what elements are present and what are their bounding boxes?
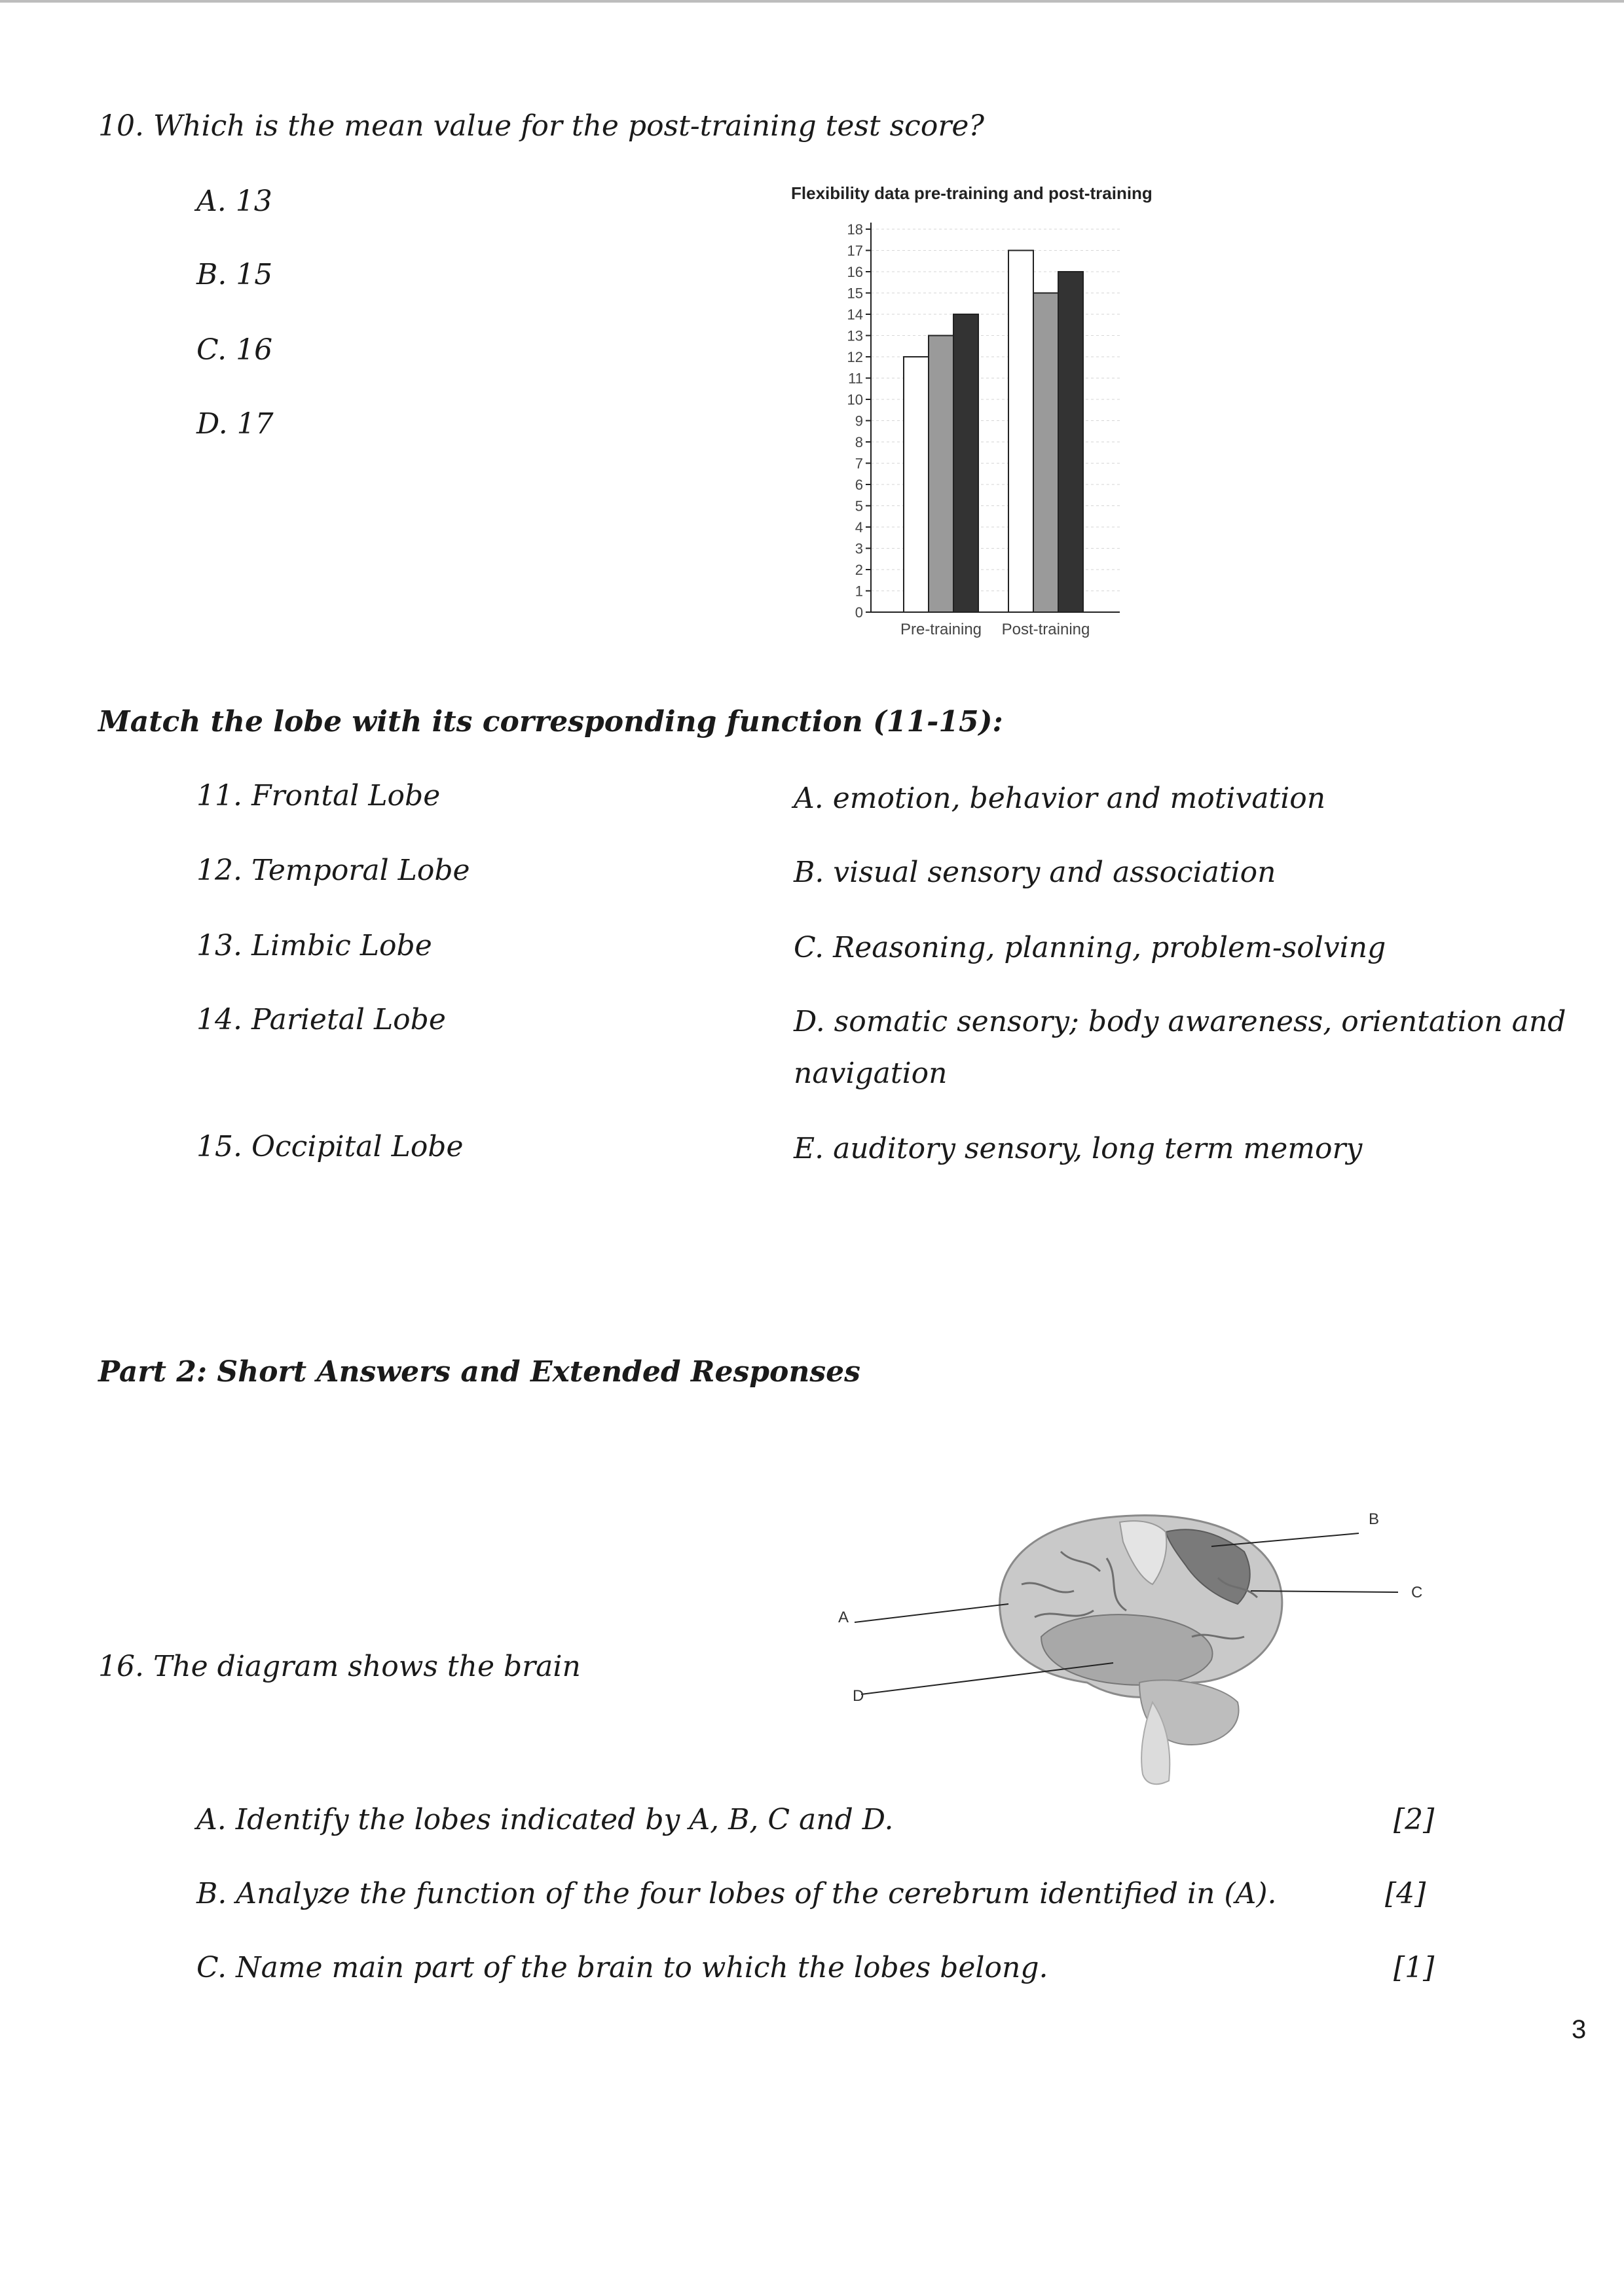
lobe-item-occipital: 15. Occipital Lobe — [196, 1130, 464, 1163]
chart-bar — [1058, 272, 1083, 612]
diagram-label-b: B — [1369, 1510, 1380, 1528]
chart-y-tick-label: 13 — [847, 327, 863, 344]
function-item-d-continued: navigation — [794, 1057, 948, 1090]
brain-diagram — [825, 1486, 1441, 1787]
scan-edge — [0, 0, 1624, 3]
chart-x-tick-label: Pre-training — [900, 621, 982, 638]
chart-y-tick-label: 15 — [847, 285, 863, 302]
subquestion-b-marks: [4] — [1385, 1877, 1426, 1910]
chart-y-tick-label: 18 — [847, 221, 863, 238]
subquestion-b: B. Analyze the function of the four lobes of the cerebrum identified in (A). — [196, 1877, 1277, 1910]
chart-y-tick-label: 4 — [855, 519, 863, 536]
chart-y-tick-label: 6 — [855, 477, 863, 493]
lobe-item-parietal: 14. Parietal Lobe — [196, 1003, 446, 1036]
chart-y-tick-label: 1 — [855, 583, 863, 600]
page-number: 3 — [1572, 2015, 1587, 2044]
subquestion-c: C. Name main part of the brain to which the lobes belong. — [196, 1951, 1048, 1984]
chart-bar — [929, 336, 953, 613]
chart-x-tick-label: Post-training — [1001, 621, 1090, 638]
chart-bar — [1033, 293, 1058, 613]
chart-y-tick-label: 7 — [855, 455, 863, 472]
matching-heading: Match the lobe with its corresponding function (11-15): — [98, 705, 1003, 738]
chart-y-tick-label: 16 — [847, 264, 863, 280]
chart-y-tick-label: 14 — [847, 306, 863, 323]
subquestion-a: A. Identify the lobes indicated by A, B, C and D. — [196, 1803, 894, 1836]
brain-illustration — [1000, 1516, 1282, 1784]
chart-y-tick-label: 11 — [848, 370, 863, 387]
diagram-label-c: C — [1411, 1584, 1423, 1601]
part-2-heading: Part 2: Short Answers and Extended Responses — [98, 1355, 860, 1389]
chart-y-tick-label: 10 — [847, 392, 863, 408]
subquestion-a-marks: [2] — [1393, 1803, 1435, 1836]
lobe-item-limbic: 13. Limbic Lobe — [196, 929, 432, 962]
chart-y-tick-label: 5 — [855, 498, 863, 515]
lobe-item-temporal: 12. Temporal Lobe — [196, 854, 470, 887]
subquestion-c-marks: [1] — [1393, 1951, 1435, 1984]
chart-y-tick-label: 9 — [855, 412, 863, 429]
chart-bar — [953, 314, 978, 612]
chart-y-tick-label: 2 — [855, 562, 863, 578]
question-16-text: 16. The diagram shows the brain — [98, 1650, 581, 1683]
chart-bar — [1008, 251, 1033, 613]
chart-bar — [904, 357, 929, 612]
q10-option-d: D. 17 — [196, 407, 274, 441]
diagram-label-a: A — [838, 1609, 849, 1626]
lobe-item-frontal: 11. Frontal Lobe — [196, 779, 441, 812]
diagram-label-d: D — [853, 1687, 864, 1705]
question-10-text: 10. Which is the mean value for the post-training test score? — [98, 109, 984, 143]
label-line-a — [855, 1604, 1008, 1622]
chart-y-tick-label: 12 — [847, 349, 863, 365]
function-item-b: B. visual sensory and association — [794, 856, 1276, 889]
chart-y-tick-label: 8 — [855, 434, 863, 450]
q10-option-a: A. 13 — [196, 185, 272, 218]
function-item-e: E. auditory sensory, long term memory — [794, 1132, 1363, 1165]
function-item-d: D. somatic sensory; body awareness, orientation and — [794, 1005, 1566, 1038]
chart-y-tick-label: 0 — [855, 604, 863, 621]
chart-y-tick-label: 17 — [847, 242, 863, 259]
flexibility-bar-chart — [779, 177, 1198, 648]
q10-option-b: B. 15 — [196, 258, 273, 291]
chart-title: Flexibility data pre-training and post-training — [791, 183, 1153, 203]
q10-option-c: C. 16 — [196, 333, 273, 367]
chart-y-tick-label: 3 — [855, 540, 863, 557]
function-item-a: A. emotion, behavior and motivation — [794, 782, 1326, 815]
function-item-c: C. Reasoning, planning, problem-solving — [794, 931, 1386, 964]
